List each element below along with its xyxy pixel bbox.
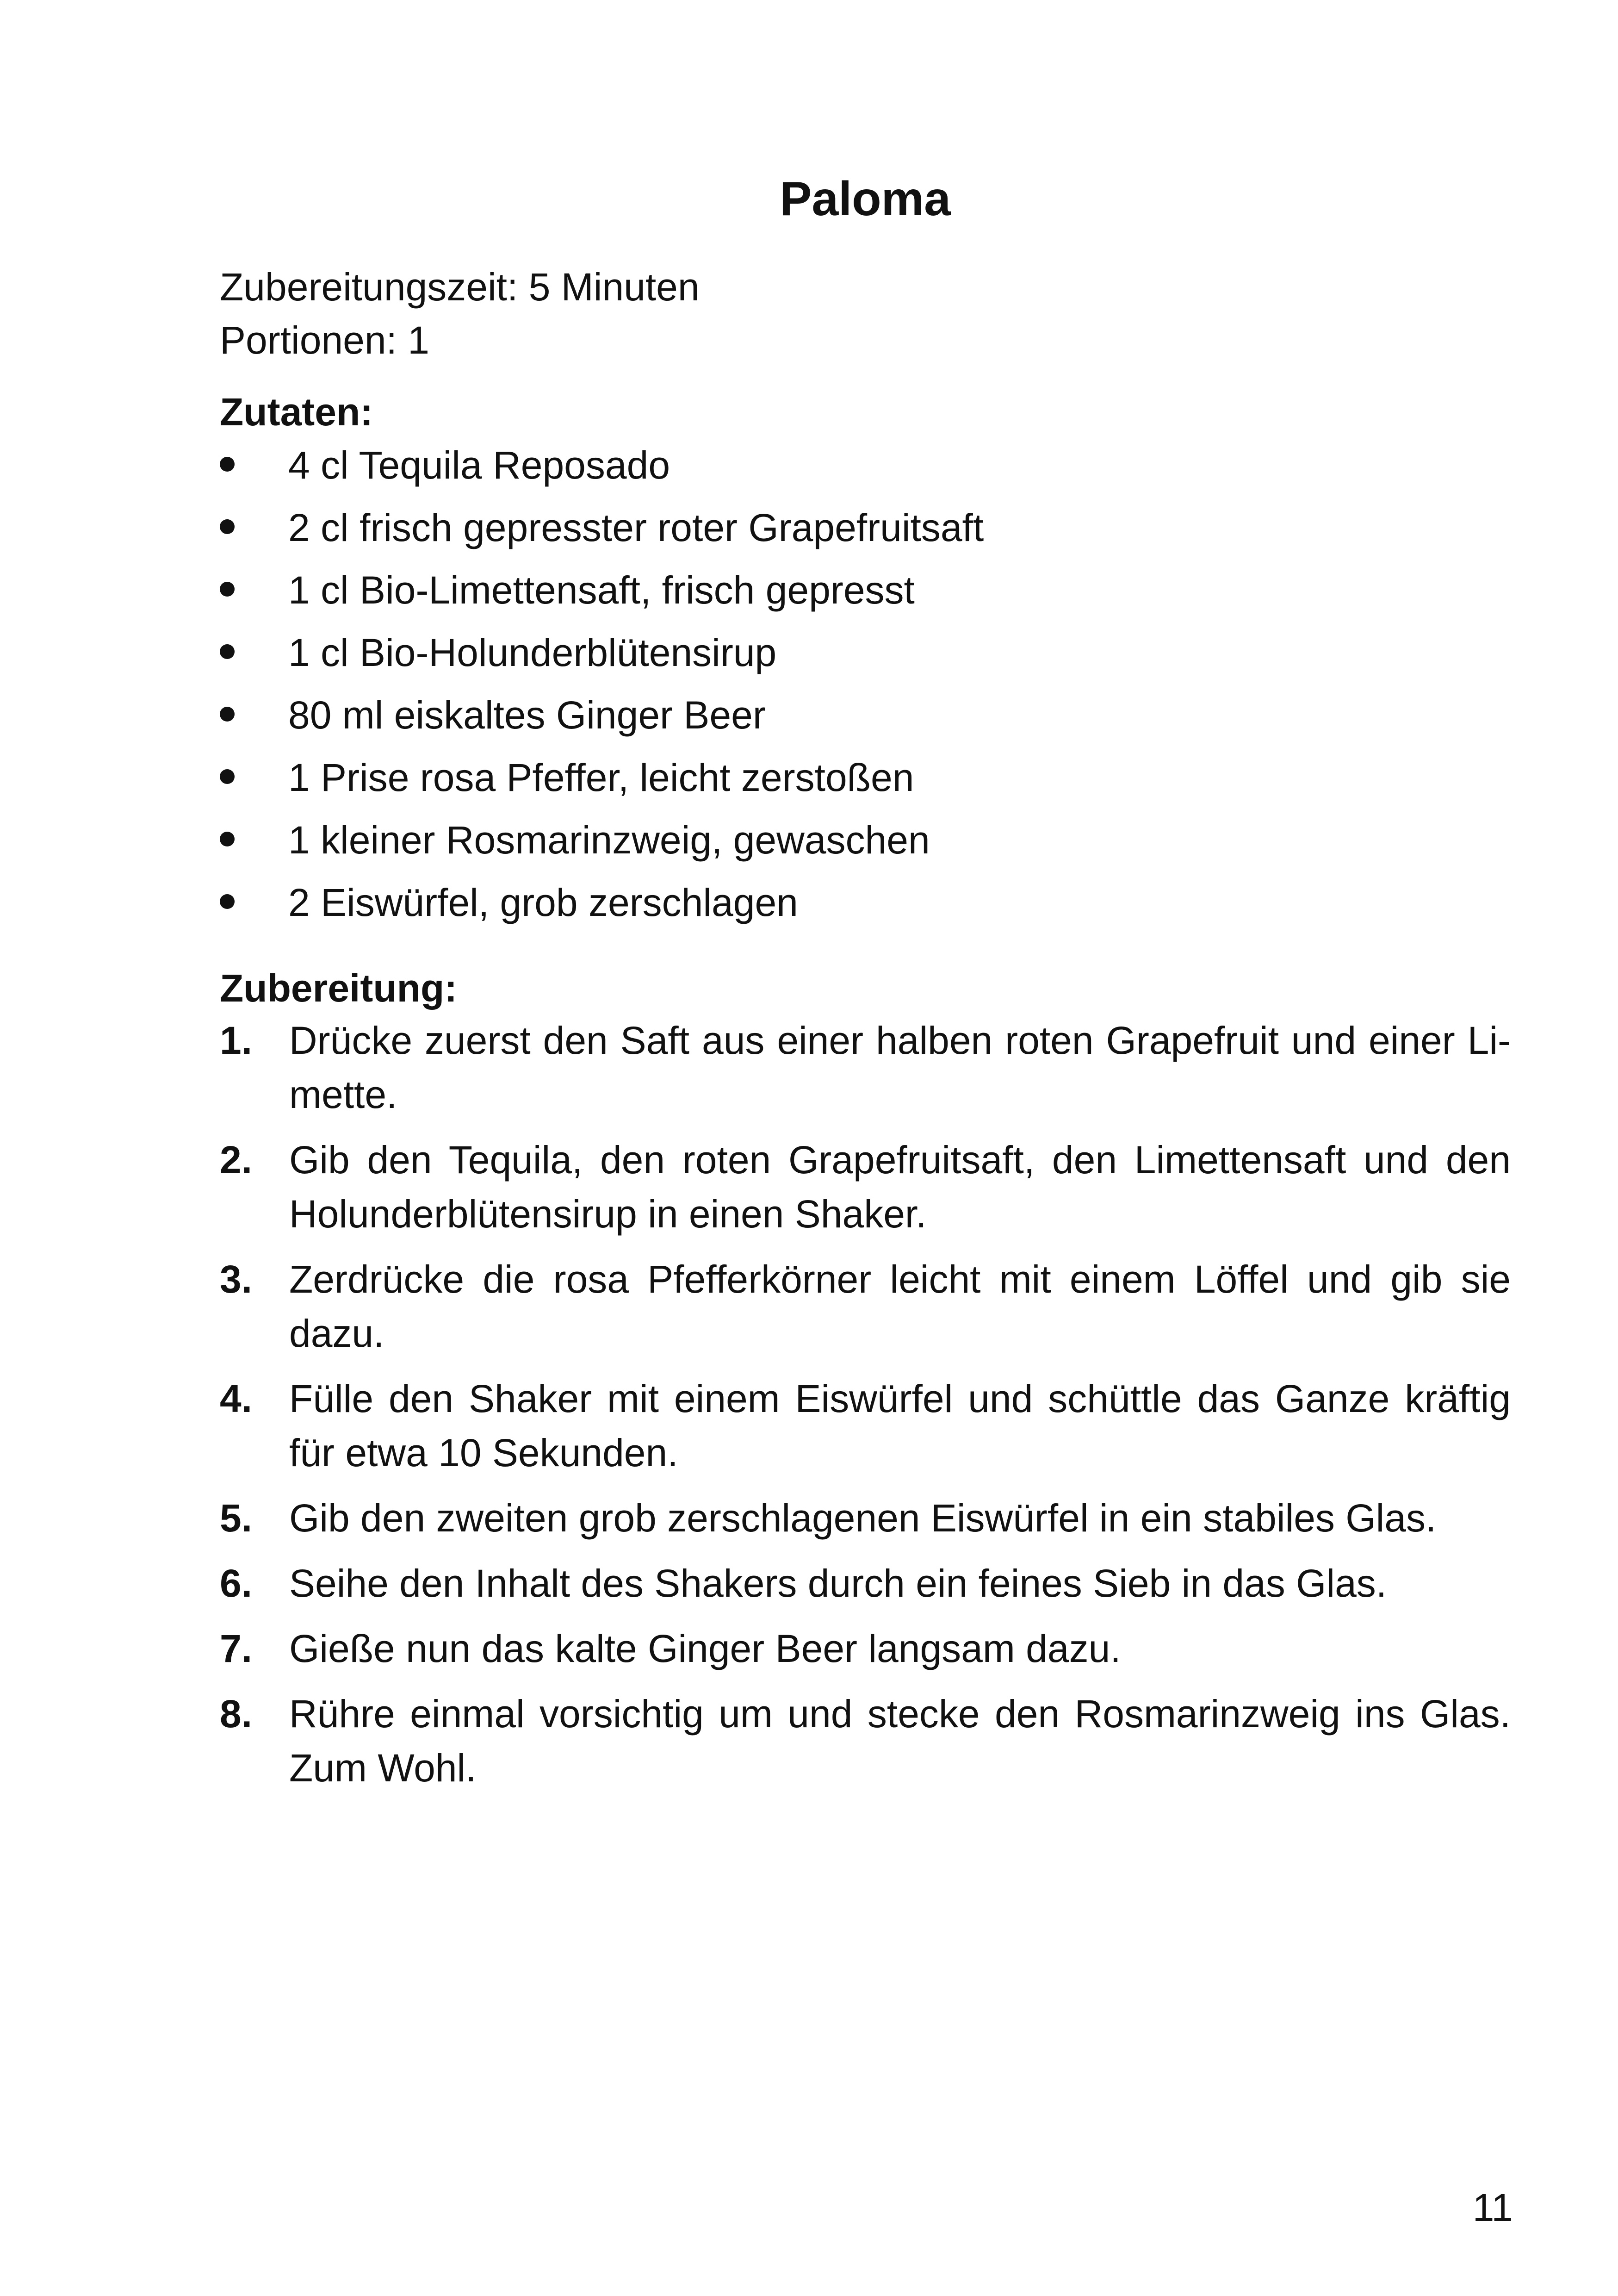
- ingredient-item: [220, 812, 1511, 875]
- ingredient-item: [220, 562, 1511, 625]
- step-number: 3.: [220, 1257, 253, 1301]
- step-item: [220, 1687, 1511, 1795]
- step-number: 6.: [220, 1562, 253, 1605]
- ingredient-item: [220, 500, 1511, 562]
- ingredient-item: [220, 875, 1511, 937]
- bullet-icon: [220, 769, 235, 784]
- step-number: 2.: [220, 1138, 253, 1182]
- bullet-icon: [220, 832, 235, 846]
- bullet-icon: [220, 894, 235, 909]
- step-item: [220, 1622, 1511, 1676]
- ingredient-item: [220, 687, 1511, 750]
- step-text: Zerdrücke die rosa Pfefferkörner leicht mit einem Löffel und gib sie dazu.: [289, 1257, 1511, 1355]
- prep-time: Zubereitungszeit: 5 Minuten: [220, 265, 700, 309]
- ingredient-text: 2 cl frisch gepresster roter Grapefruitsaft: [288, 506, 984, 549]
- ingredient-text: 4 cl Tequila Reposado: [288, 443, 670, 487]
- bullet-icon: [220, 582, 235, 597]
- step-item: [220, 1014, 1511, 1122]
- step-text: Gieße nun das kalte Ginger Beer langsam dazu.: [289, 1627, 1121, 1670]
- step-number: 4.: [220, 1377, 253, 1420]
- step-item: [220, 1491, 1511, 1545]
- ingredient-item: [220, 750, 1511, 812]
- ingredient-text: 1 Prise rosa Pfeffer, leicht zerstoßen: [288, 756, 914, 799]
- recipe-title: Paloma: [780, 172, 951, 226]
- bullet-icon: [220, 644, 235, 659]
- step-number: 7.: [220, 1627, 253, 1670]
- bullet-icon: [220, 707, 235, 722]
- ingredient-text: 80 ml eiskaltes Ginger Beer: [288, 693, 766, 737]
- step-text: Rühre einmal vorsichtig um und stecke den Rosmarinzweig ins Glas. Zum Wohl.: [289, 1692, 1511, 1790]
- steps-list: [220, 1014, 1511, 1806]
- step-text: Drücke zuerst den Saft aus einer halben roten Grapefruit und einer Limette.: [289, 1019, 1511, 1116]
- step-item: [220, 1556, 1511, 1611]
- bullet-icon: [220, 457, 235, 472]
- ingredients-heading: Zutaten:: [220, 390, 373, 434]
- step-number: 8.: [220, 1692, 253, 1736]
- ingredients-list: [220, 437, 1511, 937]
- ingredient-text: 1 cl Bio-Holunderblütensirup: [288, 631, 777, 674]
- step-text: Gib den Tequila, den roten Grapefruitsaft, den Limettensaft und den Holunderblütensirup in einen Shaker.: [289, 1138, 1511, 1236]
- step-item: [220, 1372, 1511, 1480]
- step-text: Fülle den Shaker mit einem Eiswürfel und schüttle das Ganze kräftig für etwa 10 Sekunden.: [289, 1377, 1511, 1475]
- step-item: [220, 1133, 1511, 1241]
- step-text: Gib den zweiten grob zerschlagenen Eiswürfel in ein stabiles Glas.: [289, 1496, 1437, 1540]
- step-number: 5.: [220, 1496, 253, 1540]
- ingredient-text: 1 cl Bio-Limettensaft, frisch gepresst: [288, 568, 915, 612]
- ingredient-item: [220, 625, 1511, 687]
- bullet-icon: [220, 519, 235, 534]
- ingredient-item: [220, 437, 1511, 500]
- step-number: 1.: [220, 1019, 253, 1062]
- ingredient-text: 1 kleiner Rosmarinzweig, gewaschen: [288, 818, 930, 862]
- servings: Portionen: 1: [220, 318, 429, 362]
- step-item: [220, 1252, 1511, 1361]
- step-text: Seihe den Inhalt des Shakers durch ein feines Sieb in das Glas.: [289, 1562, 1387, 1605]
- page-number: 11: [1472, 2186, 1513, 2229]
- ingredient-text: 2 Eiswürfel, grob zerschlagen: [288, 881, 798, 924]
- steps-heading: Zubereitung:: [220, 966, 458, 1010]
